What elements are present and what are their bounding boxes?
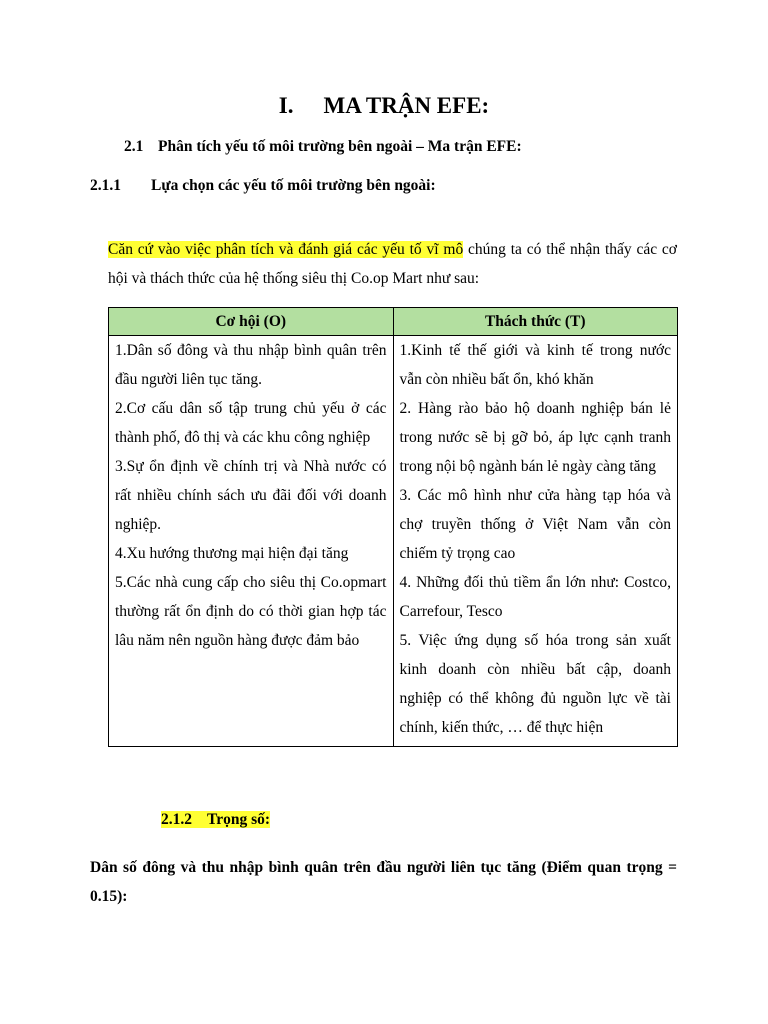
opportunities-threats-table [108, 307, 678, 747]
header-threats: Thách thức (T) [393, 308, 678, 336]
heading1-number: I. [278, 93, 294, 118]
threat-item: 5. Việc ứng dụng số hóa trong sản xuất kinh doanh còn nhiều bất cập, doanh nghiệp có thể không đủ nguồn lực về tài chính, kiến thức, … để thực hiện [399, 632, 671, 736]
table-header-row [109, 308, 678, 336]
heading1-title: MA TRẬN EFE: [323, 93, 490, 118]
intro-paragraph [108, 235, 677, 293]
heading-2-1-1 [90, 177, 436, 195]
threats-cell [393, 336, 678, 747]
opportunity-item: 3.Sự ổn định về chính trị và Nhà nước có rất nhiều chính sách ưu đãi đối với doanh nghiệp. [115, 458, 387, 533]
opportunity-item: 2.Cơ cấu dân số tập trung chủ yếu ở các thành phố, đô thị và các khu công nghiệp [115, 400, 387, 446]
weight-paragraph: Dân số đông và thu nhập bình quân trên đầu người liên tục tăng (Điểm quan trọng = 0.15): [90, 859, 677, 905]
heading4-title: Trọng số: [207, 811, 271, 828]
opportunity-item: 1.Dân số đông và thu nhập bình quân trên đầu người liên tục tăng. [115, 342, 387, 388]
intro-text: chúng ta có thể nhận thấy các cơ hội và thách thức của hệ thống siêu thị Co.op Mart như sau: [108, 241, 677, 287]
threat-item: 1.Kinh tế thế giới và kinh tế trong nước vẫn còn nhiều bất ổn, khó khăn [399, 342, 671, 388]
opportunities-cell [109, 336, 394, 747]
heading4-number: 2.1.2 [161, 811, 192, 828]
threat-item: 4. Những đối thủ tiềm ẩn lớn như: Costco, Carrefour, Tesco [399, 574, 671, 620]
heading2-number: 2.1 [124, 138, 144, 155]
threat-item: 2. Hàng rào bảo hộ doanh nghiệp bán lẻ trong nước sẽ bị gỡ bỏ, áp lực cạnh tranh trong nội bộ ngành bán lẻ ngày càng tăng [399, 400, 671, 475]
heading3-number: 2.1.1 [90, 177, 121, 194]
heading4-highlight [161, 811, 270, 828]
threat-item: 3. Các mô hình như cửa hàng tạp hóa và chợ truyền thống ở Việt Nam vẫn còn chiếm tỷ trọng cao [399, 487, 671, 562]
heading-2-1 [124, 138, 522, 156]
heading-2-1-2 [161, 811, 270, 829]
heading3-title: Lựa chọn các yếu tố môi trường bên ngoài: [151, 177, 436, 194]
opportunity-item: 5.Các nhà cung cấp cho siêu thị Co.opmart thường rất ổn định do có thời gian hợp tác lâu năm nên nguồn hàng được đảm bảo [115, 574, 387, 649]
heading-efe-matrix [0, 93, 768, 119]
heading2-title: Phân tích yếu tố môi trường bên ngoài – Ma trận EFE: [158, 138, 522, 155]
intro-highlighted-text: Căn cứ vào việc phân tích và đánh giá các yếu tố vĩ mô [108, 241, 464, 258]
opportunity-item: 4.Xu hướng thương mại hiện đại tăng [115, 545, 349, 562]
header-opportunities: Cơ hội (O) [109, 308, 394, 336]
table-row [109, 336, 678, 747]
